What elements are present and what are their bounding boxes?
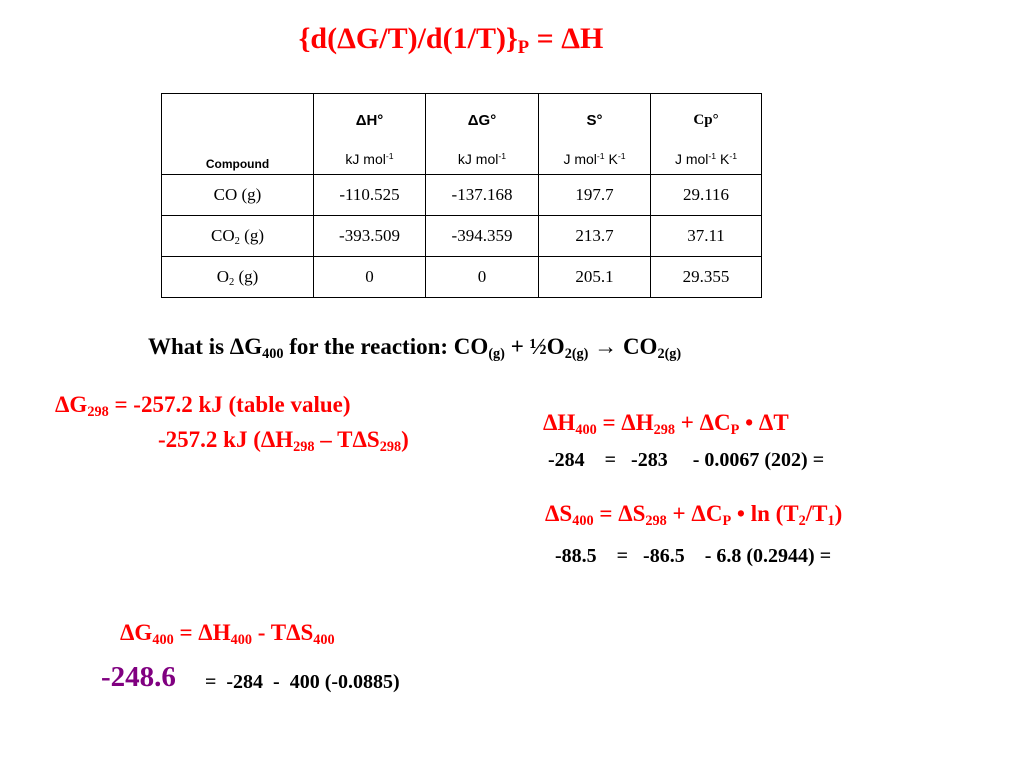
table-header-row <box>162 94 762 175</box>
cell-compound: $CO_2$ (g) <box>162 216 314 257</box>
slide-title: $\{d(\Delta G/T)/d(1/T)\}_P = \Delta H$ <box>298 22 604 59</box>
delta-h-400-calculation: -284 = -283 - 0.0067 (202) = <box>548 449 825 471</box>
reaction-question: What is $\Delta G_{400}$ for the reaction: $CO_{(g)}$ + $\frac{1}{2}O_{2(g)} \to CO_{2(g)}$ <box>148 334 682 362</box>
cell-entropy: 205.1 <box>539 257 651 298</box>
table-row <box>162 216 762 257</box>
table-row <box>162 257 762 298</box>
cell-compound: CO (g) <box>162 175 314 216</box>
table-row <box>162 175 762 216</box>
delta-h-400-equation: $\Delta H_{400} = \Delta H_{298} + \Delta C_P$ • ΔT <box>543 410 789 438</box>
cell-heat-capacity: 29.355 <box>651 257 762 298</box>
header-compound: Compound <box>162 94 314 175</box>
cell-delta-h: -393.509 <box>314 216 426 257</box>
delta-s-400-calculation: -88.5 = -86.5 - 6.8 (0.2944) = <box>555 545 832 567</box>
thermo-data-table <box>161 93 762 298</box>
delta-g-298-line-1: $\Delta G_{298} = -257.2$ kJ (table value) <box>55 392 351 420</box>
cell-heat-capacity: 29.116 <box>651 175 762 216</box>
delta-g-400-equation: $\Delta G_{400} = \Delta H_{400} - T\Delta S_{400}$ <box>120 620 335 648</box>
cell-entropy: 213.7 <box>539 216 651 257</box>
cell-delta-h: 0 <box>314 257 426 298</box>
header-entropy: S° J mol$^{-1}$ $K^{-1}$ <box>539 94 651 175</box>
cell-entropy: 197.7 <box>539 175 651 216</box>
delta-g-400-result: -248.6 <box>101 661 176 693</box>
cell-delta-g: -394.359 <box>426 216 539 257</box>
delta-g-400-calculation: = -284 - 400 (-0.0885) <box>205 671 400 693</box>
delta-g-298-line-2: -257.2 kJ $(\Delta H_{298} - T\Delta S_{298})$ <box>158 427 409 455</box>
cell-delta-g: 0 <box>426 257 539 298</box>
header-heat-capacity: Cp° J mol$^{-1}$ $K^{-1}$ <box>651 94 762 175</box>
cell-delta-g: -137.168 <box>426 175 539 216</box>
header-delta-h: ΔH° kJ mol$^{-1}$ <box>314 94 426 175</box>
cell-compound: $O_2$ (g) <box>162 257 314 298</box>
delta-s-400-equation: $\Delta S_{400} = \Delta S_{298} + \Delta C_P$ • $\ln (T_2/T_1)$ <box>545 501 843 529</box>
cell-delta-h: -110.525 <box>314 175 426 216</box>
cell-heat-capacity: 37.11 <box>651 216 762 257</box>
header-delta-g: ΔG° kJ mol$^{-1}$ <box>426 94 539 175</box>
